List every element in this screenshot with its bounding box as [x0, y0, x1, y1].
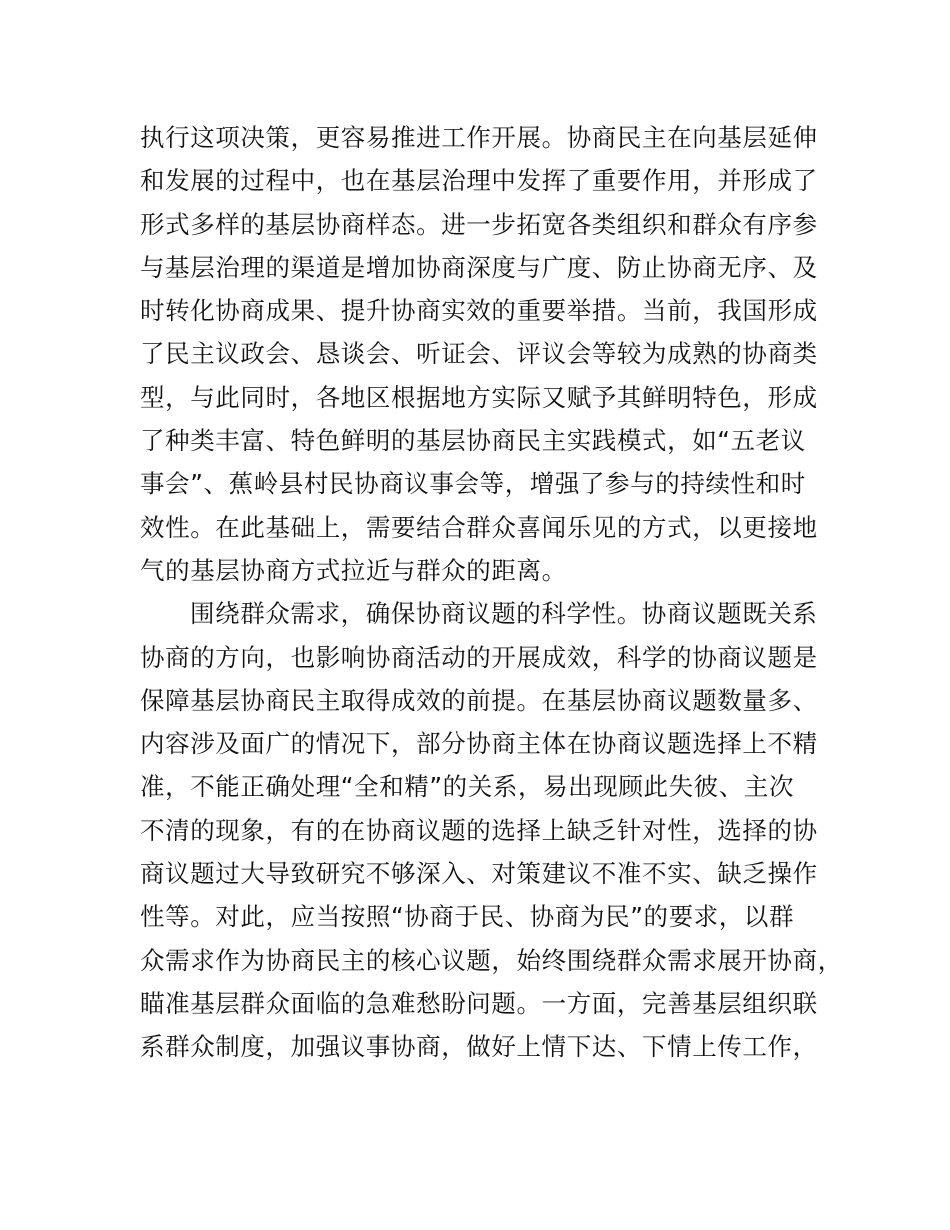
text-line: 协商的方向，也影响协商活动的开展成效，科学的协商议题是 — [140, 642, 818, 672]
text-line: 和发展的过程中，也在基层治理中发挥了重要作用，并形成了 — [140, 166, 818, 196]
body-text — [140, 116, 843, 1069]
paragraph-2 — [140, 592, 843, 1068]
text-line: 气的基层协商方式拉近与群众的距离。 — [140, 555, 567, 585]
text-line: 众需求作为协商民主的核心议题，始终围绕群众需求展开协商， — [140, 945, 843, 975]
text-line: 内容涉及面广的情况下，部分协商主体在协商议题选择上不精 — [140, 729, 818, 759]
text-line: 了民主议政会、恳谈会、听证会、评议会等较为成熟的协商类 — [140, 339, 818, 369]
text-line: 保障基层协商民主取得成效的前提。在基层协商议题数量多、 — [140, 685, 818, 715]
text-line: 时转化协商成果、提升协商实效的重要举措。当前，我国形成 — [140, 296, 818, 326]
text-line: 了种类丰富、特色鲜明的基层协商民主实践模式，如“五老议 — [140, 426, 806, 456]
text-line: 性等。对此，应当按照“协商于民、协商为民”的要求，以群 — [140, 902, 795, 932]
text-line: 商议题过大导致研究不够深入、对策建议不准不实、缺乏操作 — [140, 859, 818, 889]
text-line: 型，与此同时，各地区根据地方实际又赋予其鲜明特色，形成 — [140, 382, 818, 412]
text-line: 效性。在此基础上，需要结合群众喜闻乐见的方式，以更接地 — [140, 512, 818, 542]
text-line: 不清的现象，有的在协商议题的选择上缺乏针对性，选择的协 — [140, 815, 818, 845]
text-line: 形式多样的基层协商样态。进一步拓宽各类组织和群众有序参 — [140, 209, 818, 239]
text-line: 瞄准基层群众面临的急难愁盼问题。一方面，完善基层组织联 — [140, 988, 818, 1018]
text-line: 执行这项决策，更容易推进工作开展。协商民主在向基层延伸 — [140, 123, 818, 152]
text-line: 系群众制度，加强议事协商，做好上情下达、下情上传工作， — [140, 1032, 818, 1062]
text-line: 事会”、蕉岭县村民协商议事会等，增强了参与的持续性和时 — [140, 469, 806, 499]
text-line: 与基层治理的渠道是增加协商深度与广度、防止协商无序、及 — [140, 252, 818, 282]
text-line: 围绕群众需求，确保协商议题的科学性。协商议题既关系 — [190, 599, 818, 629]
text-line: 准，不能正确处理“全和精”的关系，易出现顾此失彼、主次 — [140, 772, 795, 802]
paragraph-1 — [140, 116, 840, 592]
